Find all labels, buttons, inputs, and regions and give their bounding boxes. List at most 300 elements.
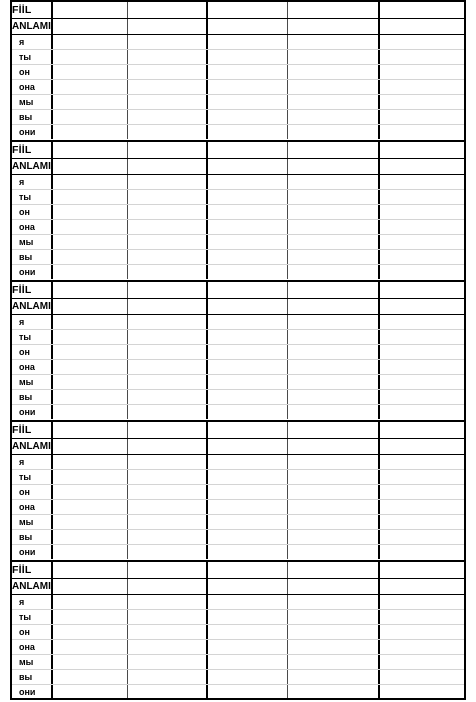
answer-cell[interactable] [380,159,465,174]
answer-cell[interactable] [288,640,378,654]
answer-cell[interactable] [53,265,126,279]
answer-cell[interactable] [128,439,206,454]
answer-cell[interactable] [288,375,378,389]
verb-row [10,0,466,18]
pronoun-label: вы [19,672,33,682]
pronoun-label: она [19,362,35,372]
verb-label: FİİL [12,564,32,576]
answer-cell[interactable] [128,235,206,249]
answer-cell[interactable] [208,205,286,219]
answer-cell[interactable] [288,545,378,559]
answer-cell[interactable] [128,125,206,139]
answer-cell[interactable] [128,205,206,219]
answer-cell[interactable] [128,545,206,559]
pronoun-row [10,174,466,189]
answer-cell[interactable] [380,455,465,469]
verb-row [10,140,466,158]
answer-cell[interactable] [208,330,286,344]
pronoun-label: он [19,347,30,357]
answer-cell[interactable] [53,2,126,18]
pronoun-row [10,374,466,389]
pronoun-row [10,609,466,624]
answer-cell[interactable] [380,360,465,374]
answer-cell[interactable] [380,80,465,94]
answer-cell[interactable] [208,50,286,64]
pronoun-row [10,109,466,124]
meaning-label: ANLAMI [12,581,51,592]
answer-cell[interactable] [288,390,378,404]
answer-cell[interactable] [208,545,286,559]
answer-cell[interactable] [128,485,206,499]
answer-cell[interactable] [128,390,206,404]
answer-cell[interactable] [53,455,126,469]
answer-cell[interactable] [380,95,465,109]
answer-cell[interactable] [208,485,286,499]
pronoun-row [10,654,466,669]
pronoun-row [10,484,466,499]
answer-cell[interactable] [288,159,378,174]
answer-cell[interactable] [128,360,206,374]
answer-cell[interactable] [53,250,126,264]
answer-cell[interactable] [53,19,126,34]
answer-cell[interactable] [208,562,286,578]
answer-cell[interactable] [128,625,206,639]
answer-cell[interactable] [380,545,465,559]
answer-cell[interactable] [128,159,206,174]
answer-cell[interactable] [380,439,465,454]
answer-cell[interactable] [380,485,465,499]
answer-cell[interactable] [380,235,465,249]
pronoun-row [10,49,466,64]
answer-cell[interactable] [53,485,126,499]
answer-cell[interactable] [208,95,286,109]
answer-cell[interactable] [380,685,465,699]
answer-cell[interactable] [53,515,126,529]
answer-cell[interactable] [53,235,126,249]
answer-cell[interactable] [208,35,286,49]
answer-cell[interactable] [288,530,378,544]
answer-cell[interactable] [53,360,126,374]
answer-cell[interactable] [53,375,126,389]
answer-cell[interactable] [128,190,206,204]
answer-cell[interactable] [208,455,286,469]
answer-cell[interactable] [208,360,286,374]
answer-cell[interactable] [288,250,378,264]
pronoun-label: вы [19,112,33,122]
answer-cell[interactable] [53,315,126,329]
answer-cell[interactable] [208,220,286,234]
answer-cell[interactable] [53,159,126,174]
answer-cell[interactable] [380,110,465,124]
answer-cell[interactable] [380,282,465,298]
answer-cell[interactable] [128,500,206,514]
answer-cell[interactable] [208,315,286,329]
answer-cell[interactable] [128,422,206,438]
pronoun-label: я [19,177,25,187]
answer-cell[interactable] [380,422,465,438]
answer-cell[interactable] [380,330,465,344]
answer-cell[interactable] [53,579,126,594]
answer-cell[interactable] [380,640,465,654]
pronoun-row [10,124,466,139]
answer-cell[interactable] [380,205,465,219]
pronoun-row [10,344,466,359]
answer-cell[interactable] [380,65,465,79]
answer-cell[interactable] [128,610,206,624]
answer-cell[interactable] [208,159,286,174]
pronoun-label: мы [19,517,34,527]
answer-cell[interactable] [208,670,286,684]
answer-cell[interactable] [208,405,286,419]
answer-cell[interactable] [380,595,465,609]
answer-cell[interactable] [53,530,126,544]
answer-cell[interactable] [208,625,286,639]
pronoun-row [10,469,466,484]
answer-cell[interactable] [53,470,126,484]
answer-cell[interactable] [288,345,378,359]
answer-cell[interactable] [53,190,126,204]
answer-cell[interactable] [380,562,465,578]
pronoun-label: он [19,487,30,497]
pronoun-row [10,249,466,264]
answer-cell[interactable] [128,470,206,484]
answer-cell[interactable] [288,455,378,469]
answer-cell[interactable] [208,125,286,139]
answer-cell[interactable] [208,190,286,204]
answer-cell[interactable] [128,2,206,18]
answer-cell[interactable] [380,470,465,484]
pronoun-label: вы [19,392,33,402]
answer-cell[interactable] [208,610,286,624]
pronoun-row [10,219,466,234]
answer-cell[interactable] [288,50,378,64]
answer-cell[interactable] [208,640,286,654]
answer-cell[interactable] [288,190,378,204]
answer-cell[interactable] [288,35,378,49]
answer-cell[interactable] [288,655,378,669]
answer-cell[interactable] [288,625,378,639]
answer-cell[interactable] [128,330,206,344]
answer-cell[interactable] [53,670,126,684]
verb-row [10,420,466,438]
answer-cell[interactable] [288,360,378,374]
answer-cell[interactable] [53,125,126,139]
answer-cell[interactable] [380,299,465,314]
answer-cell[interactable] [53,142,126,158]
verb-row [10,560,466,578]
answer-cell[interactable] [208,390,286,404]
answer-cell[interactable] [208,345,286,359]
pronoun-row [10,329,466,344]
answer-cell[interactable] [53,35,126,49]
answer-cell[interactable] [380,405,465,419]
answer-cell[interactable] [53,299,126,314]
answer-cell[interactable] [53,562,126,578]
answer-cell[interactable] [288,175,378,189]
answer-cell[interactable] [380,35,465,49]
pronoun-row [10,404,466,419]
answer-cell[interactable] [128,50,206,64]
answer-cell[interactable] [208,19,286,34]
meaning-row [10,438,466,454]
answer-cell[interactable] [288,2,378,18]
answer-cell[interactable] [288,125,378,139]
pronoun-label: они [19,407,36,417]
answer-cell[interactable] [288,439,378,454]
meaning-row [10,18,466,34]
pronoun-row [10,529,466,544]
verb-row [10,280,466,298]
answer-cell[interactable] [288,282,378,298]
answer-cell[interactable] [288,80,378,94]
verb-block [10,280,466,420]
answer-cell[interactable] [53,220,126,234]
answer-cell[interactable] [53,640,126,654]
answer-cell[interactable] [288,205,378,219]
answer-cell[interactable] [380,250,465,264]
meaning-row [10,298,466,314]
answer-cell[interactable] [208,250,286,264]
pronoun-label: мы [19,97,34,107]
answer-cell[interactable] [380,530,465,544]
pronoun-label: я [19,457,25,467]
answer-cell[interactable] [128,595,206,609]
pronoun-row [10,359,466,374]
answer-cell[interactable] [380,655,465,669]
answer-cell[interactable] [380,500,465,514]
answer-cell[interactable] [208,80,286,94]
answer-cell[interactable] [53,500,126,514]
answer-cell[interactable] [208,175,286,189]
answer-cell[interactable] [128,110,206,124]
answer-cell[interactable] [128,175,206,189]
verb-block [10,0,466,140]
answer-cell[interactable] [53,175,126,189]
answer-cell[interactable] [380,50,465,64]
pronoun-row [10,34,466,49]
answer-cell[interactable] [380,610,465,624]
pronoun-row [10,64,466,79]
pronoun-label: вы [19,532,33,542]
answer-cell[interactable] [53,685,126,699]
answer-cell[interactable] [128,95,206,109]
answer-cell[interactable] [288,405,378,419]
answer-cell[interactable] [128,220,206,234]
answer-cell[interactable] [128,375,206,389]
answer-cell[interactable] [380,315,465,329]
pronoun-row [10,314,466,329]
answer-cell[interactable] [208,685,286,699]
pronoun-row [10,189,466,204]
pronoun-label: мы [19,657,34,667]
verb-label: FİİL [12,424,32,436]
answer-cell[interactable] [208,235,286,249]
answer-cell[interactable] [208,142,286,158]
answer-cell[interactable] [128,250,206,264]
answer-cell[interactable] [53,405,126,419]
answer-cell[interactable] [288,235,378,249]
answer-cell[interactable] [288,470,378,484]
answer-cell[interactable] [380,375,465,389]
conjugation-worksheet [10,0,466,700]
answer-cell[interactable] [288,422,378,438]
answer-cell[interactable] [208,595,286,609]
pronoun-label: он [19,207,30,217]
answer-cell[interactable] [128,685,206,699]
pronoun-label: они [19,267,36,277]
answer-cell[interactable] [208,375,286,389]
answer-cell[interactable] [380,190,465,204]
answer-cell[interactable] [53,422,126,438]
answer-cell[interactable] [53,205,126,219]
answer-cell[interactable] [53,545,126,559]
verb-label: FİİL [12,284,32,296]
answer-cell[interactable] [53,282,126,298]
answer-cell[interactable] [288,685,378,699]
answer-cell[interactable] [53,439,126,454]
answer-cell[interactable] [288,142,378,158]
pronoun-row [10,264,466,279]
answer-cell[interactable] [288,330,378,344]
answer-cell[interactable] [128,142,206,158]
answer-cell[interactable] [53,625,126,639]
verb-label: FİİL [12,144,32,156]
answer-cell[interactable] [288,299,378,314]
answer-cell[interactable] [380,125,465,139]
answer-cell[interactable] [288,562,378,578]
answer-cell[interactable] [208,470,286,484]
answer-cell[interactable] [53,345,126,359]
answer-cell[interactable] [128,299,206,314]
answer-cell[interactable] [128,282,206,298]
answer-cell[interactable] [380,670,465,684]
pronoun-label: она [19,502,35,512]
pronoun-label: ты [19,192,32,202]
pronoun-row [10,389,466,404]
pronoun-label: я [19,37,25,47]
pronoun-row [10,454,466,469]
answer-cell[interactable] [53,595,126,609]
answer-cell[interactable] [288,19,378,34]
meaning-row [10,158,466,174]
answer-cell[interactable] [128,579,206,594]
answer-cell[interactable] [208,299,286,314]
answer-cell[interactable] [380,579,465,594]
answer-cell[interactable] [128,530,206,544]
answer-cell[interactable] [53,65,126,79]
pronoun-label: она [19,82,35,92]
answer-cell[interactable] [288,595,378,609]
pronoun-label: мы [19,377,34,387]
answer-cell[interactable] [288,65,378,79]
answer-cell[interactable] [288,500,378,514]
meaning-label: ANLAMI [12,441,51,452]
answer-cell[interactable] [380,345,465,359]
answer-cell[interactable] [288,110,378,124]
answer-cell[interactable] [288,610,378,624]
answer-cell[interactable] [128,405,206,419]
answer-cell[interactable] [53,80,126,94]
answer-cell[interactable] [288,95,378,109]
answer-cell[interactable] [208,282,286,298]
answer-cell[interactable] [128,65,206,79]
answer-cell[interactable] [128,19,206,34]
answer-cell[interactable] [208,2,286,18]
answer-cell[interactable] [288,579,378,594]
answer-cell[interactable] [128,315,206,329]
answer-cell[interactable] [288,485,378,499]
answer-cell[interactable] [208,110,286,124]
pronoun-row [10,79,466,94]
pronoun-label: ты [19,332,32,342]
answer-cell[interactable] [380,390,465,404]
verb-label: FİİL [12,4,32,16]
answer-cell[interactable] [288,670,378,684]
answer-cell[interactable] [208,655,286,669]
answer-cell[interactable] [208,422,286,438]
answer-cell[interactable] [208,515,286,529]
answer-cell[interactable] [208,579,286,594]
pronoun-label: ты [19,612,32,622]
pronoun-row [10,624,466,639]
pronoun-label: она [19,642,35,652]
answer-cell[interactable] [380,175,465,189]
pronoun-label: я [19,317,25,327]
answer-cell[interactable] [288,515,378,529]
answer-cell[interactable] [208,65,286,79]
answer-cell[interactable] [53,390,126,404]
verb-block [10,140,466,280]
pronoun-row [10,499,466,514]
answer-cell[interactable] [288,265,378,279]
answer-cell[interactable] [128,562,206,578]
answer-cell[interactable] [128,655,206,669]
answer-cell[interactable] [380,2,465,18]
answer-cell[interactable] [53,610,126,624]
answer-cell[interactable] [288,220,378,234]
verb-block [10,420,466,560]
answer-cell[interactable] [208,439,286,454]
answer-cell[interactable] [380,19,465,34]
answer-cell[interactable] [380,220,465,234]
pronoun-row [10,94,466,109]
verb-block [10,560,466,700]
answer-cell[interactable] [380,142,465,158]
answer-cell[interactable] [53,110,126,124]
answer-cell[interactable] [128,265,206,279]
answer-cell[interactable] [128,670,206,684]
answer-cell[interactable] [53,95,126,109]
answer-cell[interactable] [380,265,465,279]
answer-cell[interactable] [208,265,286,279]
answer-cell[interactable] [128,345,206,359]
answer-cell[interactable] [53,50,126,64]
answer-cell[interactable] [128,640,206,654]
answer-cell[interactable] [380,625,465,639]
answer-cell[interactable] [208,500,286,514]
answer-cell[interactable] [128,515,206,529]
pronoun-row [10,514,466,529]
answer-cell[interactable] [288,315,378,329]
answer-cell[interactable] [53,330,126,344]
answer-cell[interactable] [128,35,206,49]
answer-cell[interactable] [380,515,465,529]
answer-cell[interactable] [128,80,206,94]
answer-cell[interactable] [128,455,206,469]
answer-cell[interactable] [208,530,286,544]
answer-cell[interactable] [53,655,126,669]
meaning-label: ANLAMI [12,161,51,172]
